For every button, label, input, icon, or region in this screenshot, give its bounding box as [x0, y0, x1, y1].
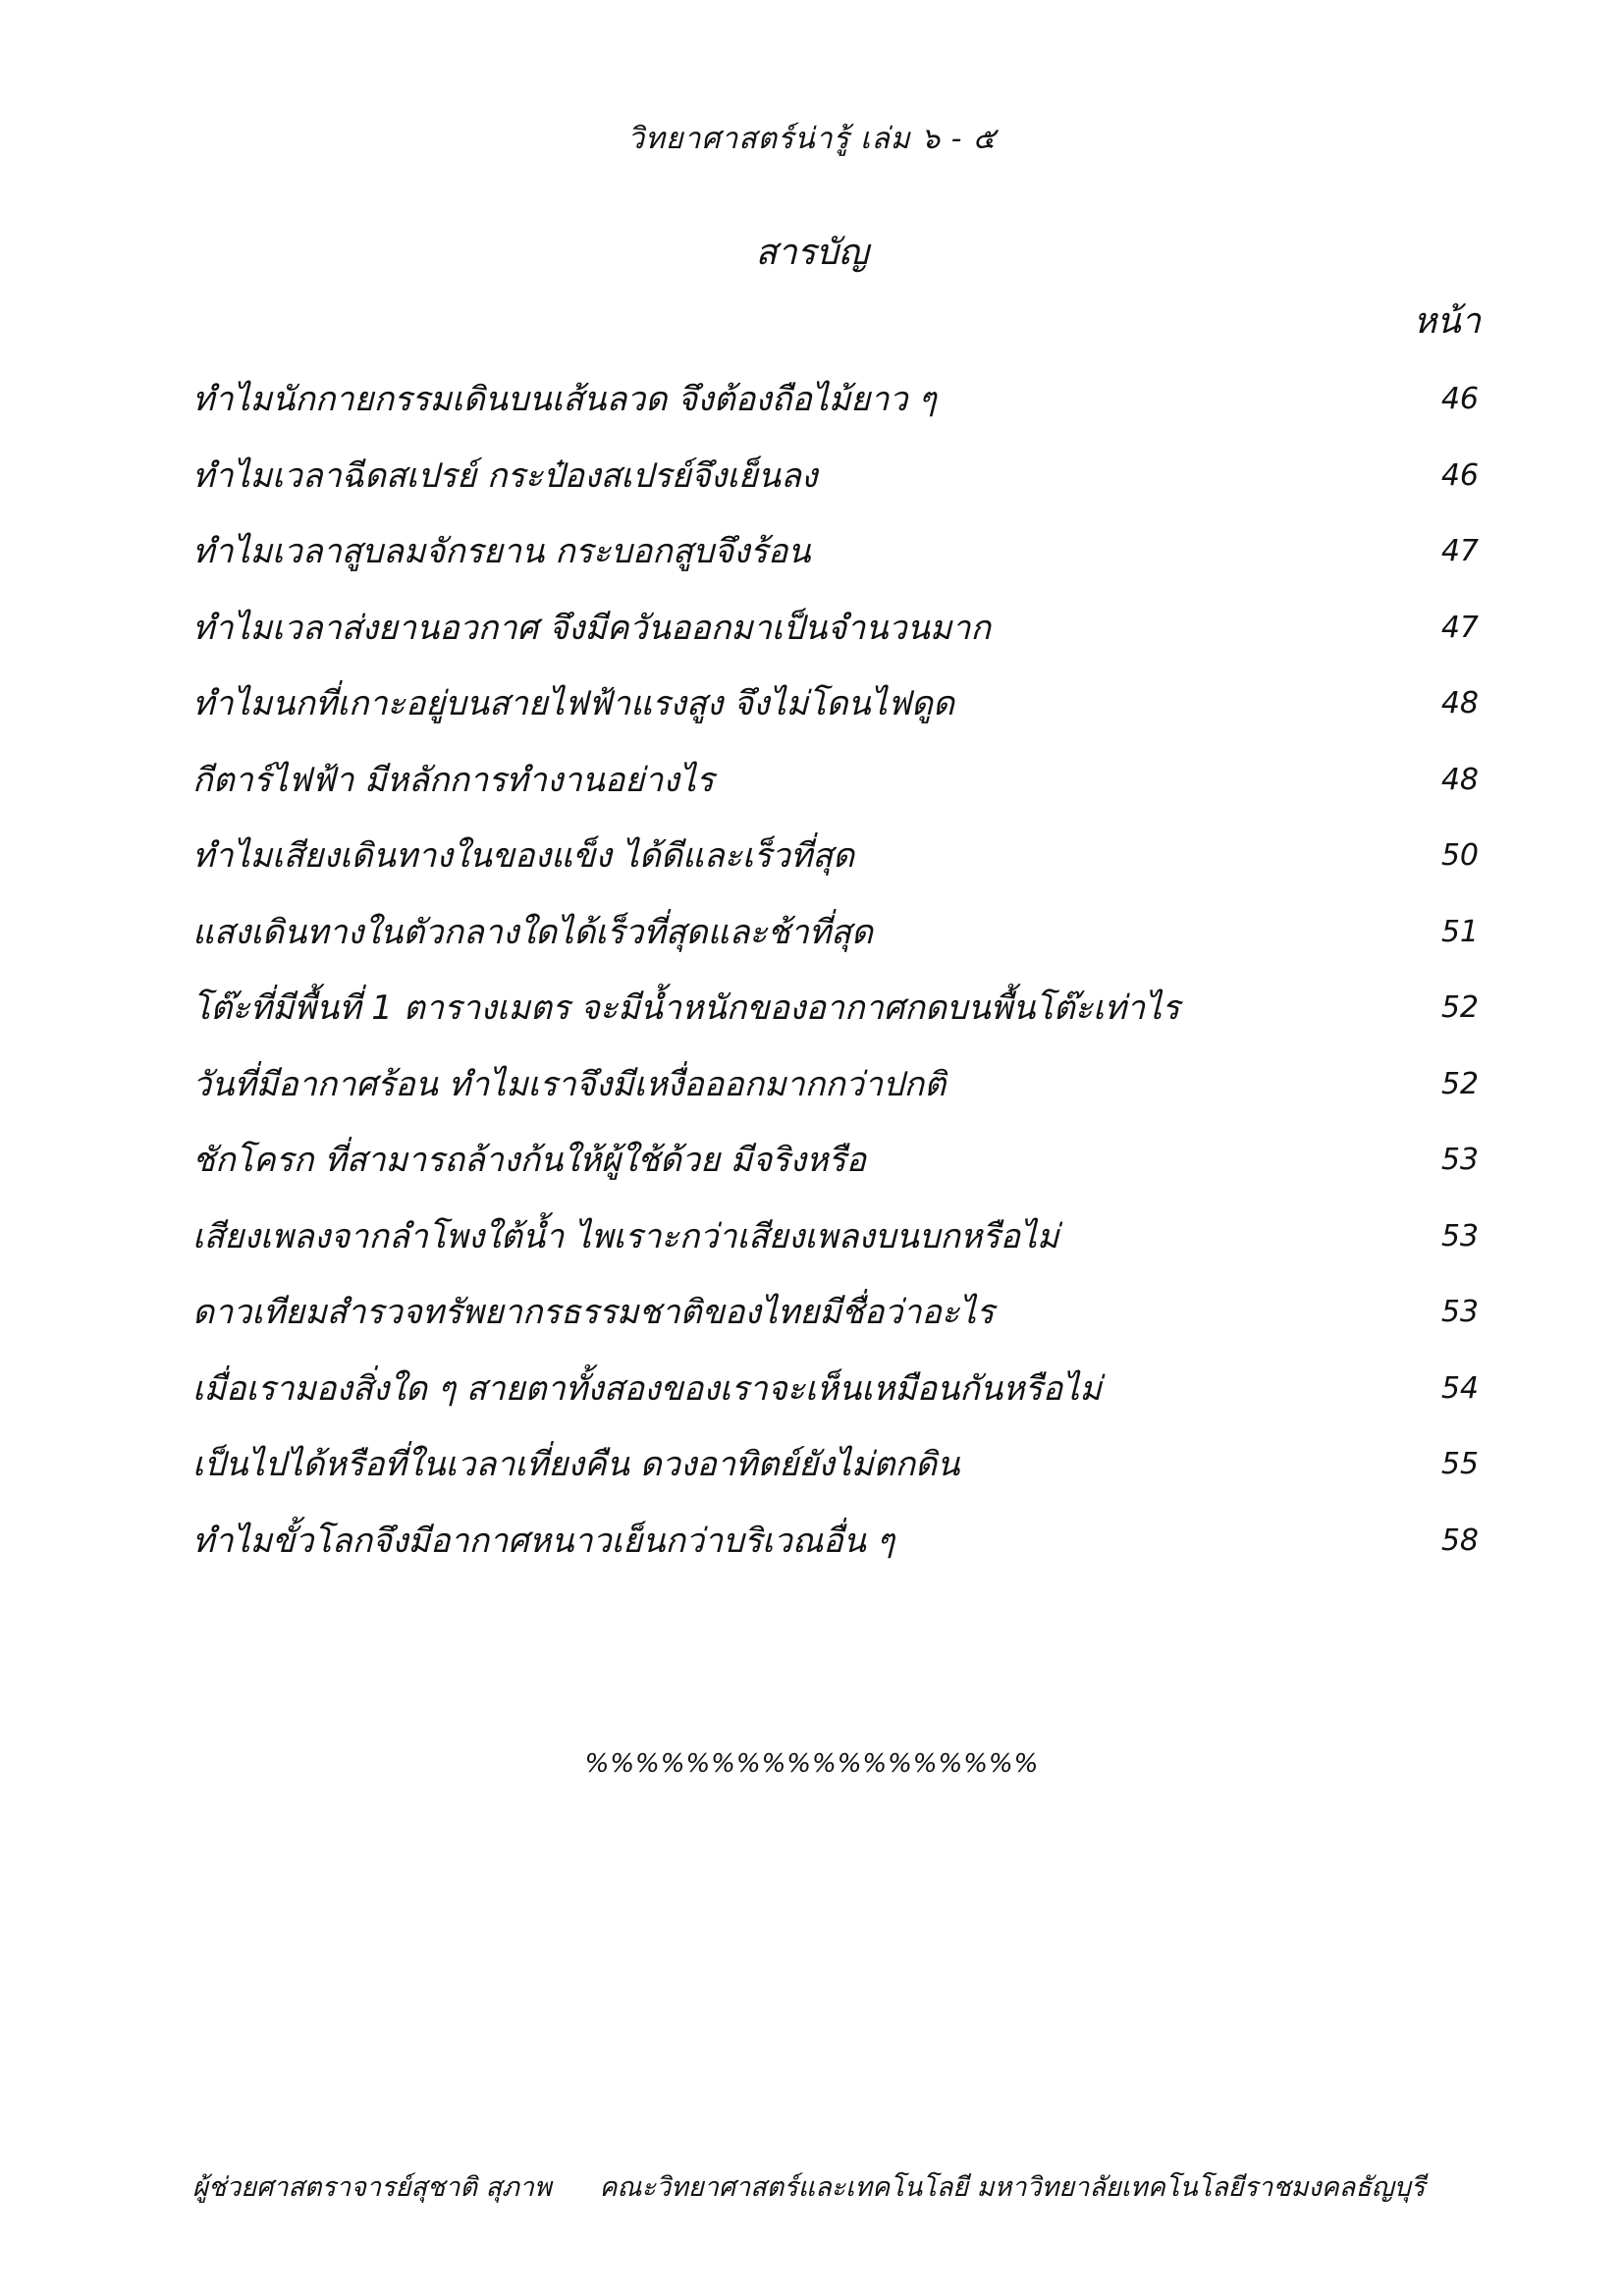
toc-entry-title: เสียงเพลงจากลำโพงใต้น้ำ ไพเราะกว่าเสียงเพลงบนบกหรือไม่ — [192, 1216, 1059, 1256]
toc-entry-title: วันที่มีอากาศร้อน ทำไมเราจึงมีเหงื่อออกมากกว่าปกติ — [192, 1064, 947, 1104]
page-footer — [192, 2165, 1469, 2208]
toc-entry — [192, 452, 1479, 528]
footer-affiliation: คณะวิทยาศาสตร์และเทคโนโลยี มหาวิทยาลัยเทคโนโลยีราชมงคลธัญบุรี — [599, 2172, 1426, 2203]
footer-author: ผู้ช่วยศาสตราจารย์สุชาติ สุภาพ — [192, 2172, 552, 2203]
toc-entry-title: เมื่อเรามองสิ่งใด ๆ สายตาทั้งสองของเราจะเห็นเหมือนกันหรือไม่ — [192, 1368, 1102, 1409]
toc-entry-title: เป็นไปได้หรือที่ในเวลาเที่ยงคืน ดวงอาทิตย์ยังไม่ตกดิน — [192, 1445, 960, 1484]
toc-list — [192, 375, 1479, 1592]
toc-entry — [192, 1060, 1479, 1137]
toc-entry-title: ดาวเทียมสำรวจทรัพยากรธรรมชาติของไทยมีชื่อว่าอะไร — [192, 1293, 995, 1332]
toc-entry-page: 52 — [1440, 990, 1479, 1025]
toc-entry — [192, 756, 1479, 832]
running-header: วิทยาศาสตร์น่ารู้ เล่ม ๖ - ๕ — [627, 122, 997, 156]
toc-entry — [192, 831, 1479, 908]
toc-entry-title: ทำไมนักกายกรรมเดินบนเส้นลวด จึงต้องถือไม้ยาว ๆ — [192, 380, 937, 419]
toc-entry-page: 50 — [1440, 838, 1479, 873]
toc-entry-page: 53 — [1440, 1143, 1479, 1177]
page-column-label: หน้า — [1413, 301, 1481, 342]
toc-entry-page: 53 — [1440, 1218, 1479, 1254]
toc-entry-page: 58 — [1440, 1522, 1479, 1558]
toc-entry-page: 52 — [1440, 1066, 1479, 1101]
toc-entry-page: 48 — [1440, 762, 1479, 797]
toc-entry-title: ทำไมขั้วโลกจึงมีอากาศหนาวเย็นกว่าบริเวณอื่น ๆ — [192, 1521, 894, 1561]
toc-entry — [192, 1440, 1479, 1517]
toc-entry-title: ชักโครก ที่สามารถล้างก้นให้ผู้ใช้ด้วย มีจริงหรือ — [192, 1141, 867, 1180]
toc-entry-title: โต๊ะที่มีพื้นที่ 1 ตารางเมตร จะมีน้ำหนักของอากาศกดบนพื้นโต๊ะเท่าไร — [192, 988, 1180, 1028]
toc-entry-page: 51 — [1440, 914, 1479, 949]
toc-entry — [192, 604, 1479, 680]
toc-entry-title: ทำไมเสียงเดินทางในของแข็ง ได้ดีและเร็วที่สุด — [192, 836, 855, 876]
toc-entry-title: แสงเดินทางในตัวกลางใดได้เร็วที่สุดและช้าที่สุด — [192, 912, 873, 952]
toc-entry-page: 46 — [1440, 457, 1479, 493]
toc-entry-page: 53 — [1440, 1295, 1479, 1329]
toc-entry — [192, 375, 1479, 452]
toc-entry-title: ทำไมเวลาสูบลมจักรยาน กระบอกสูบจึงร้อน — [192, 532, 811, 571]
toc-entry — [192, 527, 1479, 604]
toc-entry-page: 47 — [1440, 534, 1479, 568]
section-separator: %%%%%%%%%%%%%%%%%% — [584, 1749, 1040, 1779]
toc-entry-page: 48 — [1440, 686, 1479, 721]
toc-entry-title: ทำไมเวลาส่งยานอวกาศ จึงมีควันออกมาเป็นจำนวนมาก — [192, 608, 991, 648]
toc-entry — [192, 984, 1479, 1060]
toc-entry — [192, 1517, 1479, 1593]
toc-entry-title: ทำไมเวลาฉีดสเปรย์ กระป๋องสเปรย์จึงเย็นลง — [192, 455, 818, 496]
toc-entry-page: 46 — [1440, 382, 1479, 416]
toc-entry-title: ทำไมนกที่เกาะอยู่บนสายไฟฟ้าแรงสูง จึงไม่โดนไฟดูด — [192, 684, 954, 723]
toc-entry — [192, 908, 1479, 985]
toc-entry-title: กีตาร์ไฟฟ้า มีหลักการทำงานอย่างไร — [192, 760, 715, 800]
toc-entry-page: 47 — [1440, 610, 1479, 645]
toc-title: สารบัญ — [755, 233, 869, 273]
toc-entry — [192, 1212, 1479, 1289]
toc-entry — [192, 1364, 1479, 1441]
toc-entry — [192, 1288, 1479, 1364]
toc-entry-page: 54 — [1440, 1370, 1479, 1406]
toc-entry — [192, 1136, 1479, 1212]
toc-entry-page: 55 — [1440, 1447, 1479, 1481]
toc-entry — [192, 679, 1479, 756]
